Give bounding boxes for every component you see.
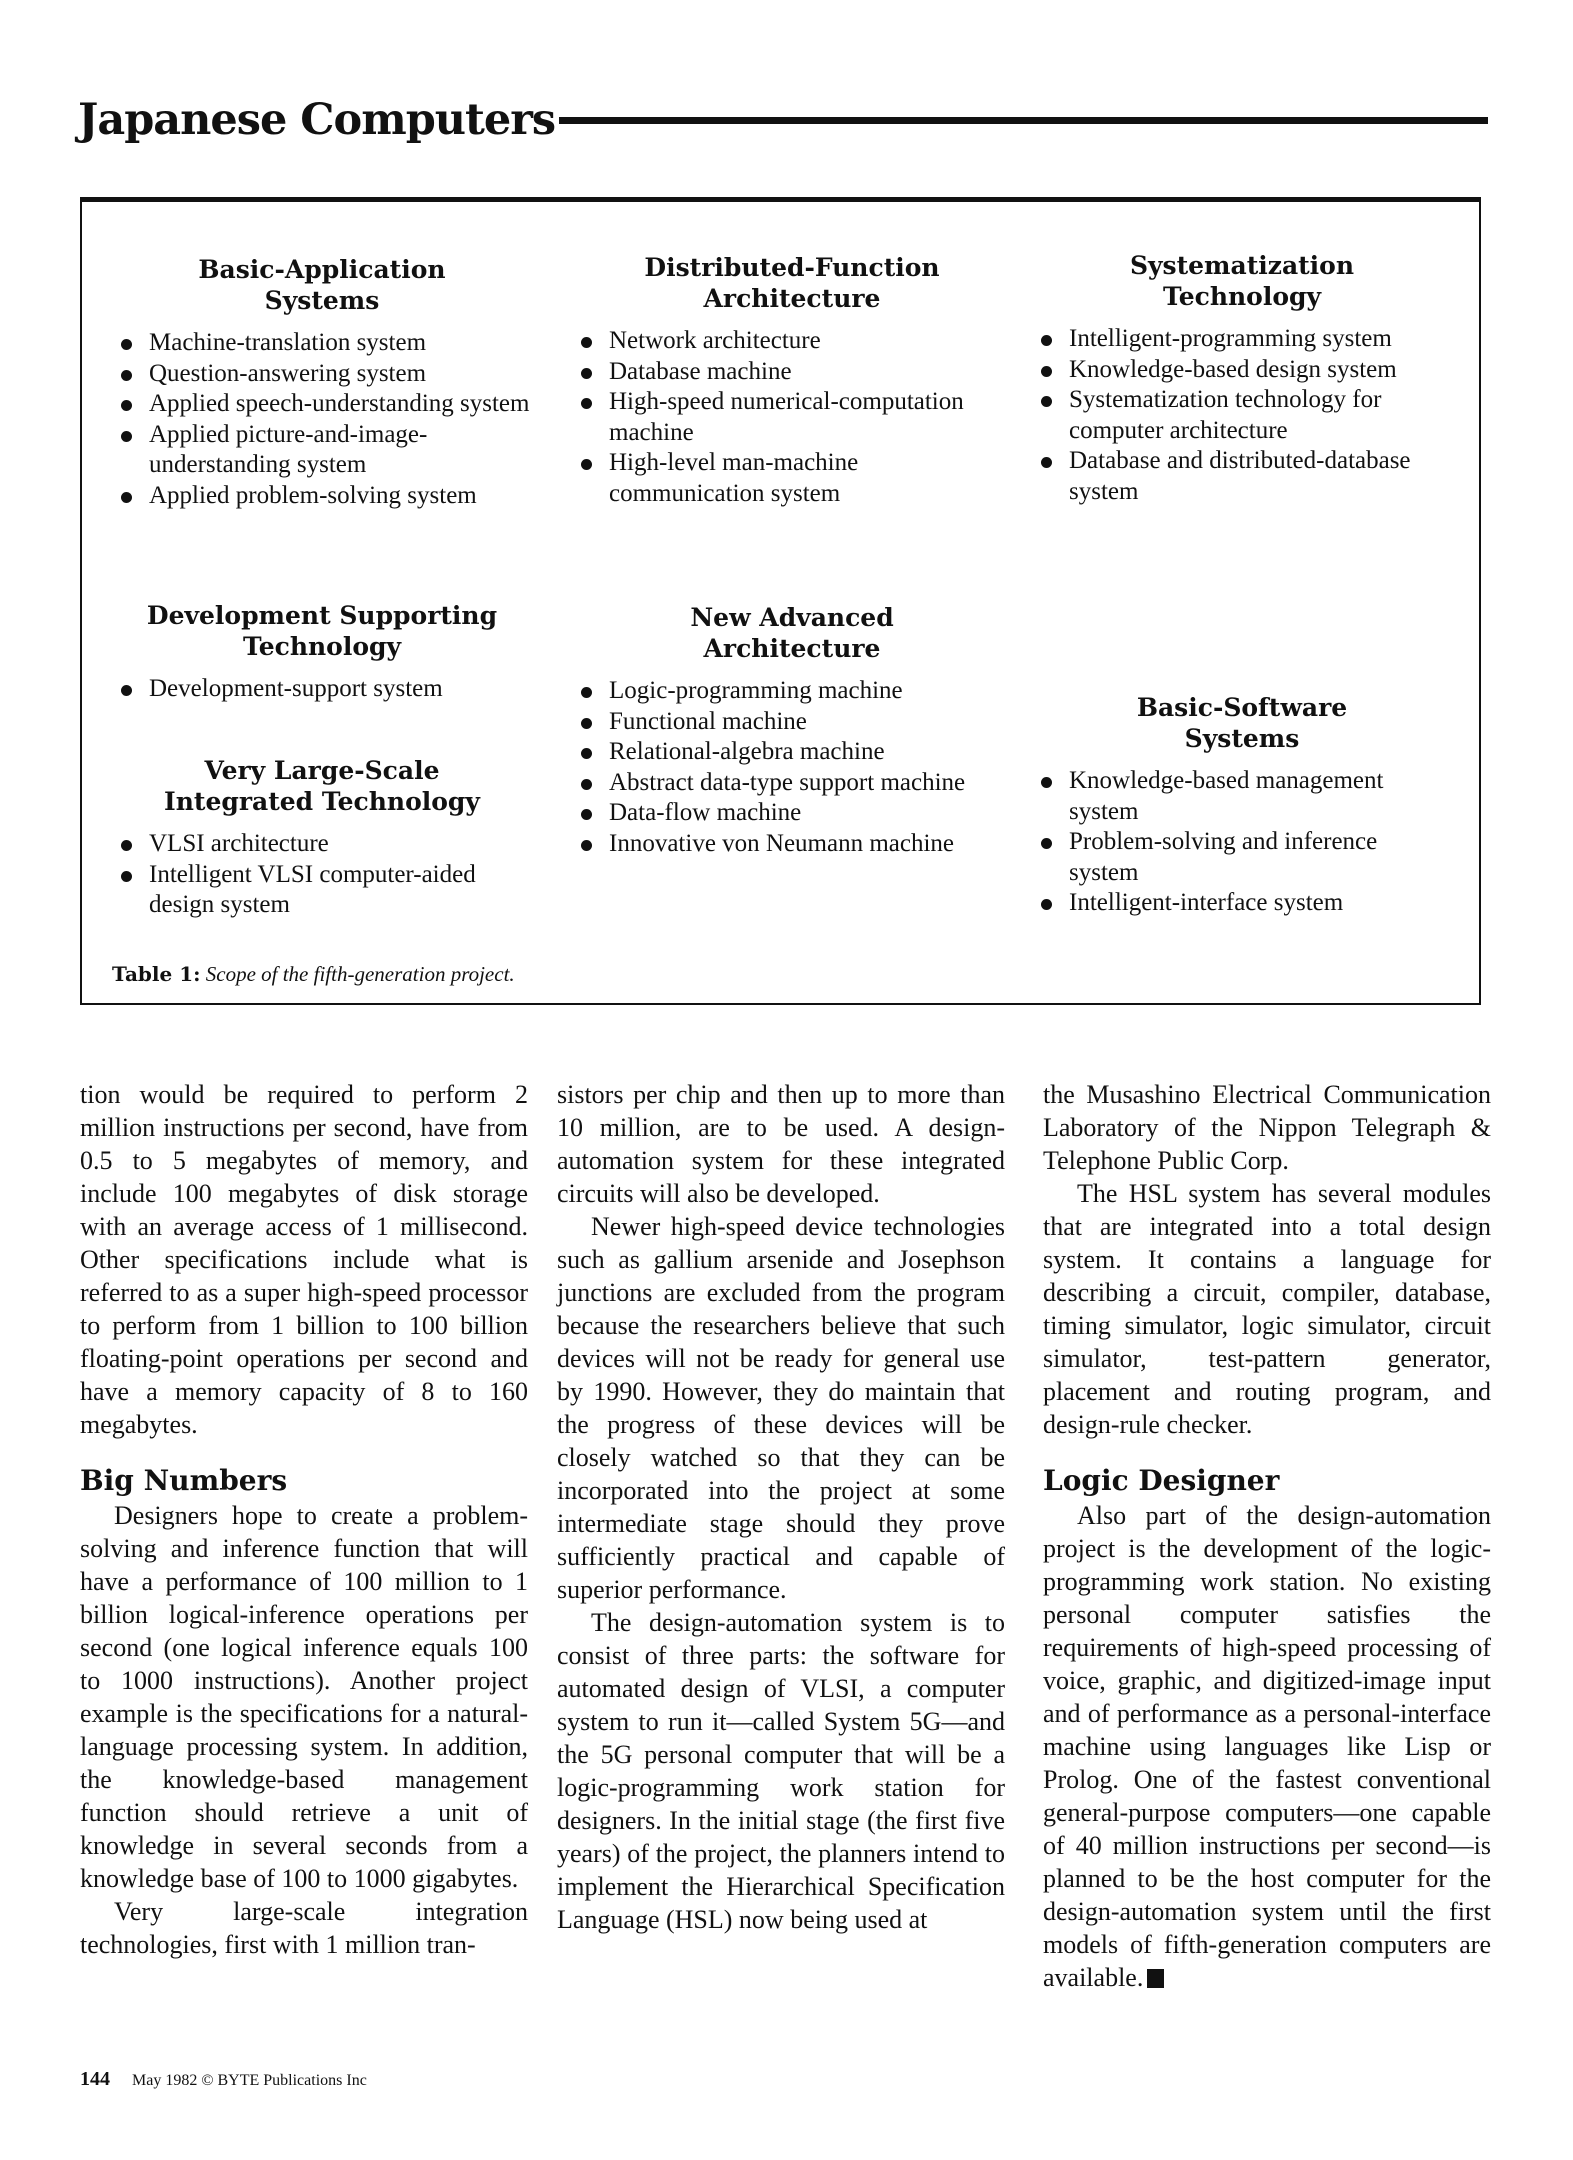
list-item: Question-answering system bbox=[112, 359, 532, 390]
section-title: Distributed-Function Architecture bbox=[644, 253, 940, 313]
list-item: High-level man-machine communication system bbox=[572, 448, 1012, 509]
list-item: VLSI architecture bbox=[112, 829, 532, 860]
running-head bbox=[78, 90, 1488, 150]
paragraph: The HSL system has several modules that are integrated into a total design system. It contains a language for describing a circuit, compiler, database, timing simulator, logic simulator, circuit simulator, test-pattern generator, placement and routing program, and design-rule checker. bbox=[1043, 1179, 1491, 1439]
section-title: New Advanced Architecture bbox=[690, 603, 894, 663]
end-of-article-mark bbox=[1147, 1969, 1164, 1988]
table-caption-text: Scope of the fifth-generation project. bbox=[205, 962, 515, 986]
list-item: Knowledge-based design system bbox=[1032, 355, 1452, 386]
table-caption bbox=[112, 962, 515, 987]
list-item: Problem-solving and inference system bbox=[1032, 827, 1452, 888]
bullet-list bbox=[572, 326, 1012, 509]
list-item: Intelligent-programming system bbox=[1032, 324, 1452, 355]
list-item: Abstract data-type support machine bbox=[572, 768, 1012, 799]
table-1-box bbox=[80, 197, 1481, 1005]
section-distributed-function bbox=[572, 252, 1012, 509]
list-item: Database and distributed-database system bbox=[1032, 446, 1452, 507]
list-item: High-speed numerical-computation machine bbox=[572, 387, 1012, 448]
list-item: Logic-programming machine bbox=[572, 676, 1012, 707]
paragraph: sistors per chip and then up to more than 10 million, are to be used. A design-automation system for these integrated circuits will also be developed. bbox=[557, 1080, 1005, 1208]
paragraph: Designers hope to create a problem-solving and inference function that will have a performance of 100 million to 1 billion logical-inference operations per second (one logical inference equals 100 to 1000 instructions). Another project example is the specifications for a natural-language processing system. In addition, the knowledge-based management function should retrieve a unit of knowledge in several seconds from a knowledge base of 100 to 1000 gigabytes. bbox=[80, 1501, 528, 1893]
bullet-list bbox=[112, 674, 532, 705]
list-item: Intelligent VLSI computer-aided design system bbox=[112, 860, 532, 921]
bullet-list bbox=[112, 328, 532, 511]
bullet-list bbox=[572, 676, 1012, 859]
list-item: Applied speech-understanding system bbox=[112, 389, 532, 420]
body-column-1 bbox=[80, 1078, 528, 1961]
paragraph: The design-automation system is to consist of three parts: the software for automated design of VLSI, a computer system to run it—called System 5G—and the 5G personal computer that will be a logic-programming work station for designers. In the initial stage (the first five years) of the project, the planners intend to implement the Hierarchical Specification Language (HSL) now being used at bbox=[557, 1608, 1005, 1934]
list-item: Network architecture bbox=[572, 326, 1012, 357]
body-column-2 bbox=[557, 1078, 1005, 1936]
running-head-title: Japanese Computers bbox=[78, 90, 559, 150]
bullet-list bbox=[112, 829, 532, 921]
paragraph-final: Also part of the design-automation project is the development of the logic-programming work station. No existing personal computer satisfies the requirements of high-speed processing of voice, graphic, and digitized-image input and of performance as a personal-interface machine using languages like Lisp or Prolog. One of the fastest conventional general-purpose computers—one capable of 40 million instructions per second—is planned to be the host computer for the design-automation system until the first models of fifth-generation computers are available. bbox=[1043, 1501, 1491, 1992]
section-title: Basic-Application Systems bbox=[198, 255, 446, 315]
section-title: Very Large-Scale Integrated Technology bbox=[164, 756, 480, 816]
list-item: Intelligent-interface system bbox=[1032, 888, 1452, 919]
list-item: Systematization technology for computer architecture bbox=[1032, 385, 1452, 446]
section-vlsi bbox=[112, 755, 532, 921]
list-item: Machine-translation system bbox=[112, 328, 532, 359]
list-item: Knowledge-based management system bbox=[1032, 766, 1452, 827]
section-title: Development Supporting Technology bbox=[146, 601, 498, 661]
list-item: Innovative von Neumann machine bbox=[572, 829, 1012, 860]
page-number: 144 bbox=[80, 2068, 110, 2090]
paragraph: Newer high-speed device technologies such as gallium arsenide and Josephson junctions are excluded from the program because the researchers believe that such devices will not be ready for general use by 1990. However, they do maintain that the progress of these devices will be closely watched so that they can be incorporated into the project at some intermediate stage should they prove sufficiently practical and capable of superior performance. bbox=[557, 1212, 1005, 1604]
list-item: Data-flow machine bbox=[572, 798, 1012, 829]
paragraph: the Musashino Electrical Communication Laboratory of the Nippon Telegraph & Telephone Public Corp. bbox=[1043, 1080, 1491, 1175]
section-heading-big-numbers: Big Numbers bbox=[80, 1464, 288, 1497]
body-column-3 bbox=[1043, 1078, 1491, 1994]
table-caption-label: Table 1: bbox=[112, 962, 201, 986]
section-development-supporting bbox=[112, 600, 532, 705]
section-basic-software bbox=[1032, 692, 1452, 919]
list-item: Applied problem-solving system bbox=[112, 481, 532, 512]
section-title: Basic-Software Systems bbox=[1136, 693, 1348, 753]
section-heading-logic-designer: Logic Designer bbox=[1043, 1464, 1280, 1497]
paragraph: tion would be required to perform 2 million instructions per second, have from 0.5 to 5 megabytes of memory, and include 100 megabytes of disk storage with an average access of 1 millisecond. Other specifications include what is referred to as a super high-speed processor to perform from 1 billion to 100 billion floating-point operations per second and have a memory capacity of 8 to 160 megabytes. bbox=[80, 1080, 528, 1439]
paragraph: Very large-scale integration technologies, first with 1 million tran- bbox=[80, 1897, 528, 1959]
section-new-advanced bbox=[572, 602, 1012, 859]
section-title: Systematization Technology bbox=[1129, 251, 1355, 311]
bullet-list bbox=[1032, 324, 1452, 507]
list-item: Database machine bbox=[572, 357, 1012, 388]
list-item: Applied picture-and-image-understanding system bbox=[112, 420, 532, 481]
bullet-list bbox=[1032, 766, 1452, 919]
section-basic-application bbox=[112, 254, 532, 511]
list-item: Development-support system bbox=[112, 674, 532, 705]
list-item: Relational-algebra machine bbox=[572, 737, 1012, 768]
section-systematization bbox=[1032, 250, 1452, 507]
page-footer bbox=[80, 2068, 367, 2091]
publication-credit: May 1982 © BYTE Publications Inc bbox=[132, 2072, 367, 2089]
list-item: Functional machine bbox=[572, 707, 1012, 738]
